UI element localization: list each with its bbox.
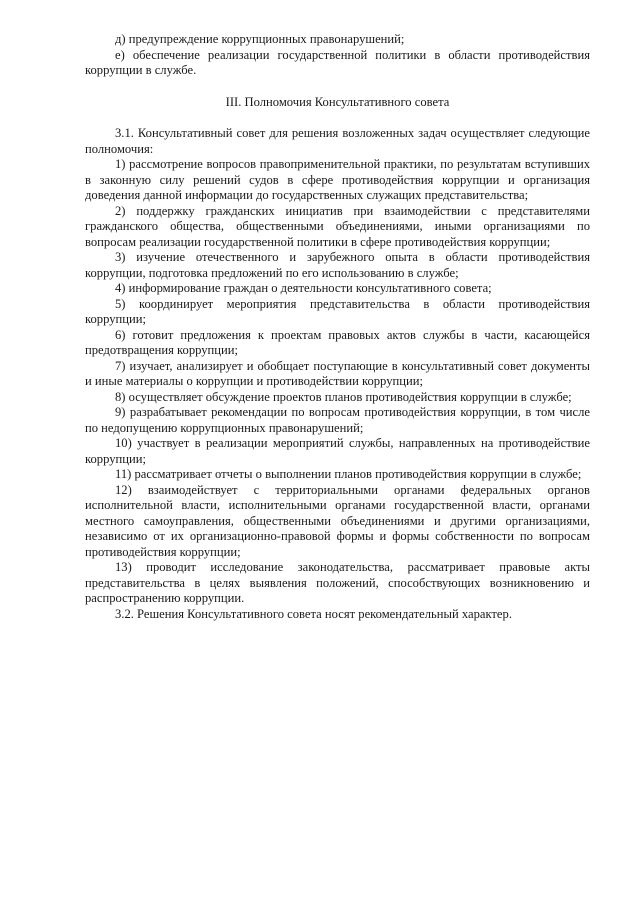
body-paragraph: 3.2. Решения Консультативного совета носят рекомендательный характер. [115, 606, 512, 621]
document-page [85, 32, 590, 622]
body-paragraph: 8) осуществляет обсуждение проектов планов противодействия коррупции в службе; [115, 389, 572, 404]
body-paragraph: 9) разрабатывает рекомендации по вопросам противодействия коррупции, в том числе по недопущению коррупционных правонарушений; [85, 405, 590, 435]
section-heading: III. Полномочия Консультативного совета [225, 94, 450, 109]
body-paragraph: 13) проводит исследование законодательства, рассматривает правовые акты представительства в целях выявления положений, способствующих возникновению и распространению коррупции. [85, 560, 590, 605]
body-paragraph: 6) готовит предложения к проектам правовых актов службы в части, касающейся предотвращения коррупции; [85, 327, 590, 357]
body-paragraph: 1) рассмотрение вопросов правоприменительной практики, по результатам вступивших в законную силу решений судов в сфере противодействия коррупции и организация доведения данной информации до государственных служащих представительства; [85, 157, 590, 202]
body-paragraph: 5) координирует мероприятия представительства в области противодействия коррупции; [85, 296, 590, 326]
body-paragraph: 3) изучение отечественного и зарубежного опыта в области противодействия коррупции, подготовка предложений по его использованию в службе; [85, 250, 590, 280]
body-paragraph: 11) рассматривает отчеты о выполнении планов противодействия коррупции в службе; [115, 467, 582, 481]
body-paragraph: 12) взаимодействует с территориальными органами федеральных органов исполнительной власти, исполнительными органами государственной власти, органами местного самоуправления, общественными объединениями и другими организациями, независимо от их организационно-правовой формы и формы собственности по вопросам противодействия коррупции; [85, 482, 590, 559]
body-paragraph: 10) участвует в реализации мероприятий службы, направленных на противодействие коррупции; [85, 436, 590, 466]
body-paragraph: 7) изучает, анализирует и обобщает поступающие в консультативный совет документы и иные материалы о коррупции и противодействии коррупции; [85, 358, 590, 388]
body-paragraph: 3.1. Консультативный совет для решения возложенных задач осуществляет следующие полномочия: [85, 126, 590, 156]
body-paragraph: 2) поддержку гражданских инициатив при взаимодействии с представителями гражданского общества, общественными объединениями, иными организациями по вопросам реализации государственной политики в сфере противодействия коррупции; [85, 203, 590, 249]
body-paragraph: 4) информирование граждан о деятельности консультативного совета; [115, 281, 492, 295]
intro-paragraph: е) обеспечение реализации государственной политики в области противодействия коррупции в службе. [85, 47, 590, 77]
intro-paragraph: д) предупреждение коррупционных правонарушений; [115, 32, 405, 46]
